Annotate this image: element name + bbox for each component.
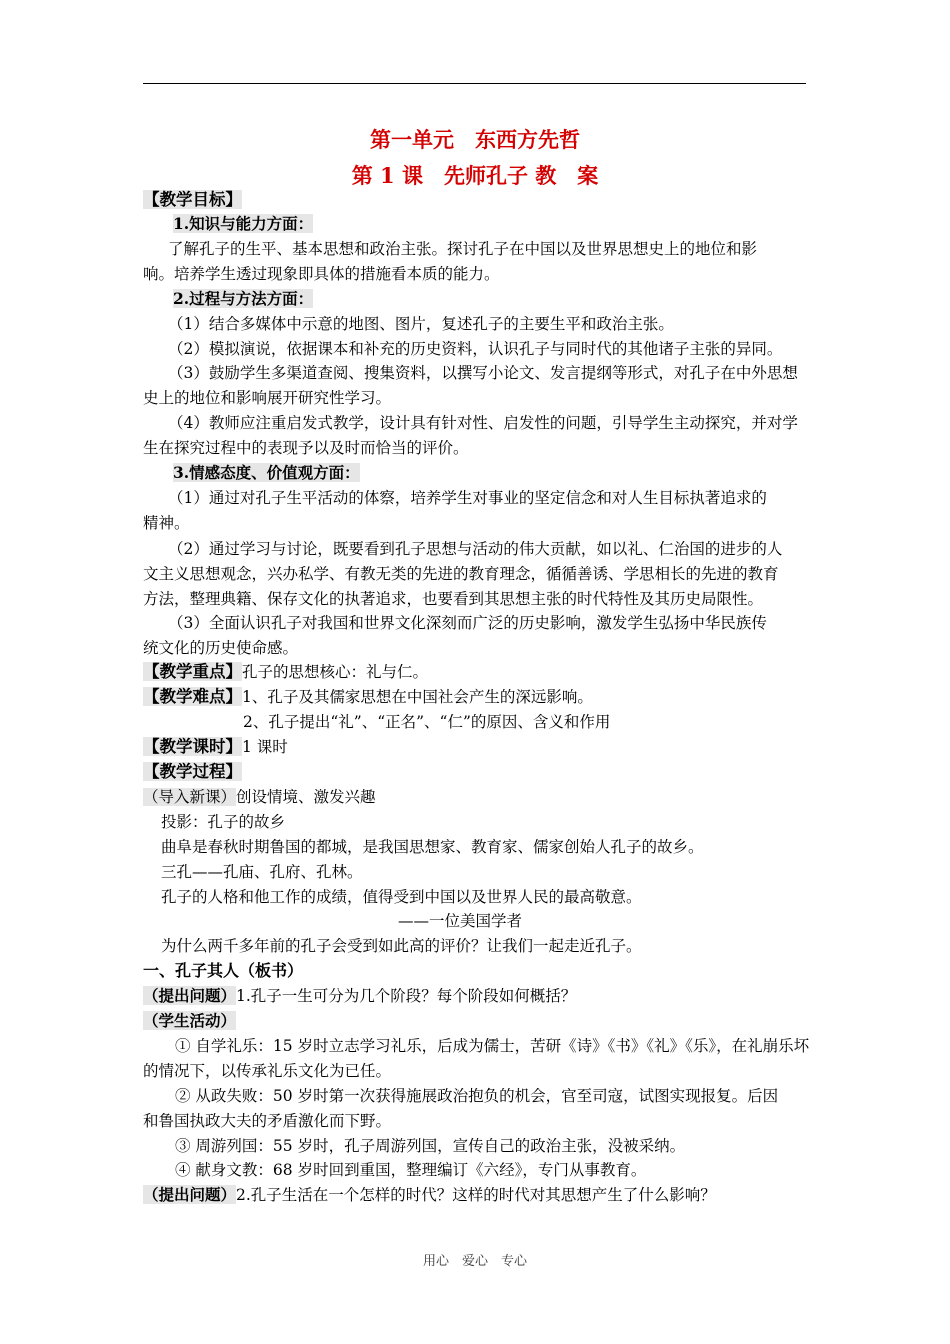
knowledge-line-2: 响。培养学生透过现象即具体的措施看本质的能力。: [143, 265, 500, 283]
emotion-line-5: 方法，整理典籍、保存文化的执著追求，也要看到其思想主张的时代特性及其历史局限性。: [143, 590, 764, 608]
key-point: 【教学重点】孔子的思想核心：礼与仁。: [143, 662, 429, 681]
process-line-4: 史上的地位和影响展开研究性学习。: [143, 389, 392, 407]
difficulty: 【教学难点】1、孔子及其儒家思想在中国社会产生的深远影响。: [143, 687, 593, 706]
emotion-line-2: 精神。: [143, 514, 190, 532]
process-heading: 【教学过程】: [143, 762, 242, 781]
process-line-3: （3）鼓励学生多渠道查阅、搜集资料，以撰写小论文、发言提纲等形式，对孔子在中外思想: [168, 364, 798, 382]
process-line-6: 生在探究过程中的表现予以及时而恰当的评价。: [143, 439, 469, 457]
process-line-1: （1）结合多媒体中示意的地图、图片，复述孔子的主要生平和政治主张。: [168, 315, 674, 333]
student-activity-heading: （学生活动）: [143, 1011, 237, 1030]
lead-question: 为什么两千多年前的孔子会受到如此高的评价？让我们一起走近孔子。: [161, 937, 642, 955]
activity-line-6: ④ 献身文教：68 岁时回到重国，整理编订《六经》，专门从事教育。: [175, 1161, 647, 1179]
class-hours: 【教学课时】1 课时: [143, 737, 288, 756]
question-1: （提出问题）1.孔子一生可分为几个阶段？每个阶段如何概括？: [143, 986, 577, 1005]
quote-line: 孔子的人格和他工作的成绩，值得受到中国以及世界人民的最高敬意。: [161, 888, 642, 906]
process-line-2: （2）模拟演说，依据课本和补充的历史资料，认识孔子与同时代的其他诸子主张的异同。: [168, 340, 783, 358]
section-1-heading: 一、孔子其人（板书）: [143, 961, 304, 980]
projection-line: 投影：孔子的故乡: [161, 813, 286, 831]
quote-source: ——一位美国学者: [398, 912, 523, 930]
qufu-line: 曲阜是春秋时期鲁国的都城，是我国思想家、教育家、儒家创始人孔子的故乡。: [161, 838, 704, 856]
header-rule: [143, 83, 806, 84]
emotion-line-3: （2）通过学习与讨论，既要看到孔子思想与活动的伟大贡献，如以礼、仁治国的进步的人: [168, 540, 783, 558]
knowledge-heading: 1.知识与能力方面：: [173, 214, 314, 233]
activity-line-1: ① 自学礼乐：15 岁时立志学习礼乐，后成为儒士，苦研《诗》《书》《礼》《乐》，在礼崩乐坏: [175, 1037, 810, 1055]
intro-line: （导入新课）创设情境、激发兴趣: [143, 788, 376, 806]
emotion-heading: 3.情感态度、价值观方面：: [173, 463, 360, 482]
page-footer: 用心 爱心 专心: [422, 1254, 527, 1269]
emotion-line-4: 文主义思想观念，兴办私学、有教无类的先进的教育理念，循循善诱、学思相长的先进的教育: [143, 565, 779, 583]
lesson-title: 第 1 课 先师孔子 教 案: [351, 163, 599, 188]
difficulty-line-2: 2、孔子提出“礼”、“正名”、“仁”的原因、含义和作用: [243, 713, 611, 731]
objectives-heading: 【教学目标】: [143, 190, 242, 209]
process-method-heading: 2.过程与方法方面：: [173, 289, 314, 308]
knowledge-line-1: 了解孔子的生平、基本思想和政治主张。探讨孔子在中国以及世界思想史上的地位和影: [168, 240, 758, 258]
activity-line-5: ③ 周游列国：55 岁时，孔子周游列国，宣传自己的政治主张，没被采纳。: [175, 1137, 686, 1155]
emotion-line-7: 统文化的历史使命感。: [143, 639, 299, 657]
question-2: （提出问题）2.孔子生活在一个怎样的时代？这样的时代对其思想产生了什么影响？: [143, 1185, 716, 1204]
unit-title: 第一单元 东西方先哲: [370, 127, 580, 152]
process-line-5: （4）教师应注重启发式教学，设计具有针对性、启发性的问题，引导学生主动探究，并对学: [168, 414, 798, 432]
activity-line-2: 的情况下，以传承礼乐文化为已任。: [143, 1062, 392, 1080]
activity-line-3: ② 从政失败：50 岁时第一次获得施展政治抱负的机会，官至司寇，试图实现报复。后因: [175, 1087, 779, 1105]
emotion-line-6: （3）全面认识孔子对我国和世界文化深刻而广泛的历史影响，激发学生弘扬中华民族传: [168, 614, 767, 632]
emotion-line-1: （1）通过对孔子生平活动的体察，培养学生对事业的坚定信念和对人生目标执著追求的: [168, 489, 767, 507]
activity-line-4: 和鲁国执政大夫的矛盾激化而下野。: [143, 1112, 392, 1130]
sankong-line: 三孔——孔庙、孔府、孔林。: [161, 863, 363, 881]
